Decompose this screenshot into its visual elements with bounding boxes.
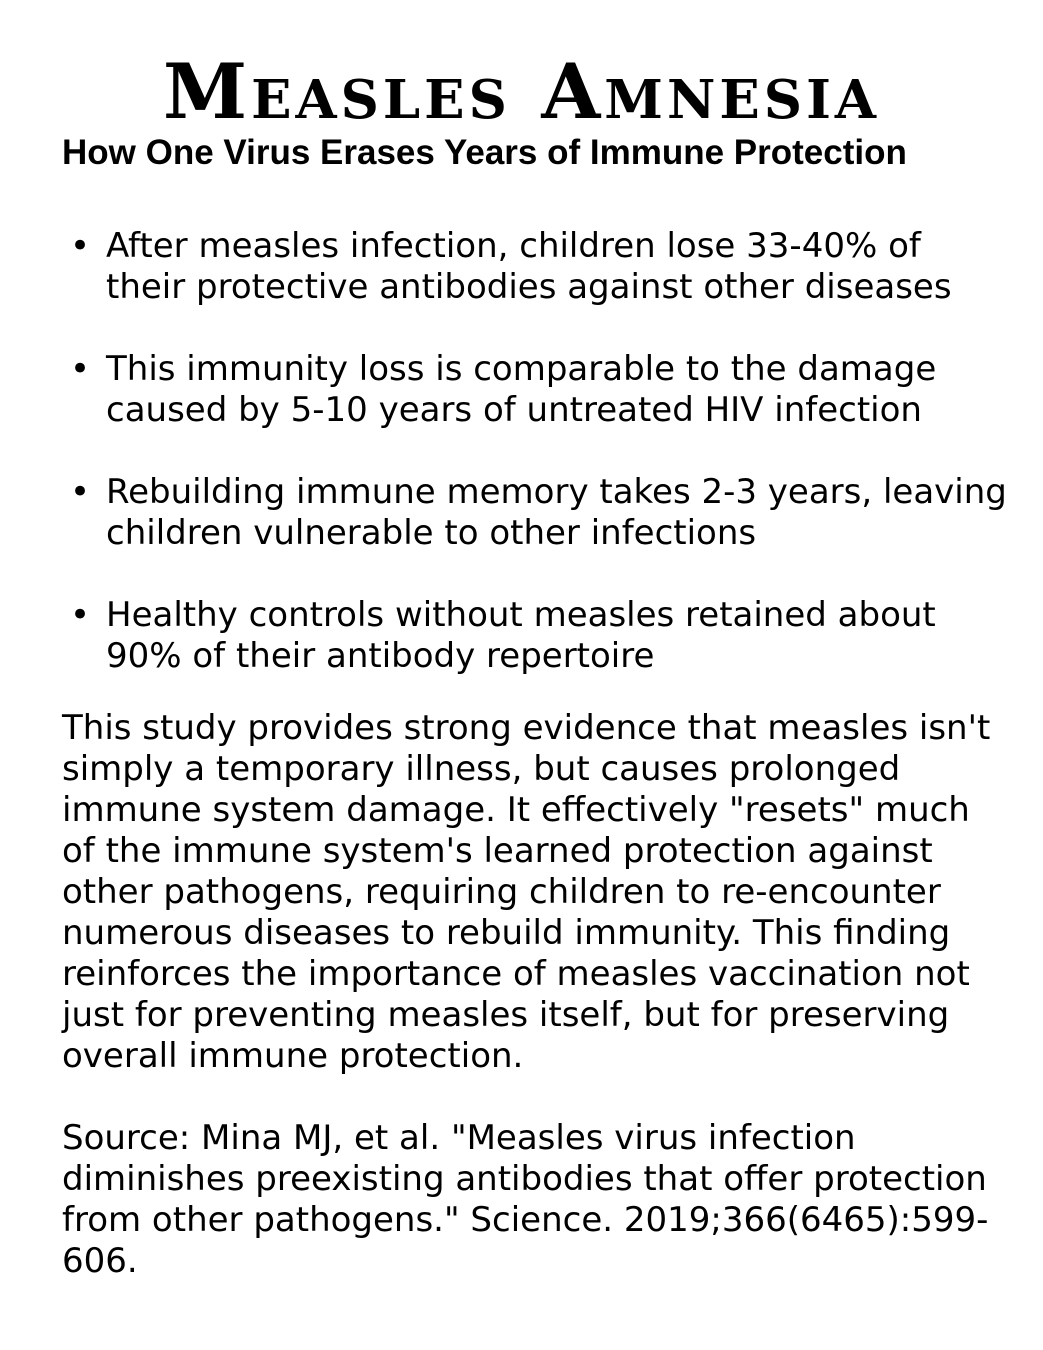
key-findings-list (70, 226, 1010, 677)
source-citation: Source: Mina MJ, et al. "Measles virus infection diminishes preexisting antibodies that offer protection from other pathogens." Science. 2019;366(6465):599-606. (62, 1118, 989, 1281)
list-item-text: Rebuilding immune memory takes 2-3 years, leaving children vulnerable to other infections (106, 472, 1007, 553)
bullet-icon: • (70, 226, 91, 266)
list-item (70, 349, 1010, 431)
list-item (70, 226, 1010, 308)
page-title: Measles Amnesia (163, 47, 880, 136)
list-item-text: This immunity loss is comparable to the damage caused by 5-10 years of untreated HIV infection (106, 349, 937, 430)
summary-paragraph: This study provides strong evidence that measles isn't simply a temporary illness, but causes prolonged immune system damage. It effectively "resets" much of the immune system's learned protection against other pathogens, requiring children to re-encounter numerous diseases to rebuild immunity. This finding reinforces the importance of measles vaccination not just for preventing measles itself, but for preserving overall immune protection. (62, 708, 991, 1076)
list-item (70, 595, 1010, 677)
list-item-text: Healthy controls without measles retained about 90% of their antibody repertoire (106, 595, 936, 676)
bullet-icon: • (70, 595, 91, 635)
list-item-text: After measles infection, children lose 33-40% of their protective antibodies against other diseases (106, 226, 952, 307)
bullet-icon: • (70, 472, 91, 512)
bullet-icon: • (70, 349, 91, 389)
page-subtitle: How One Virus Erases Years of Immune Protection (62, 133, 907, 172)
list-item (70, 472, 1010, 554)
